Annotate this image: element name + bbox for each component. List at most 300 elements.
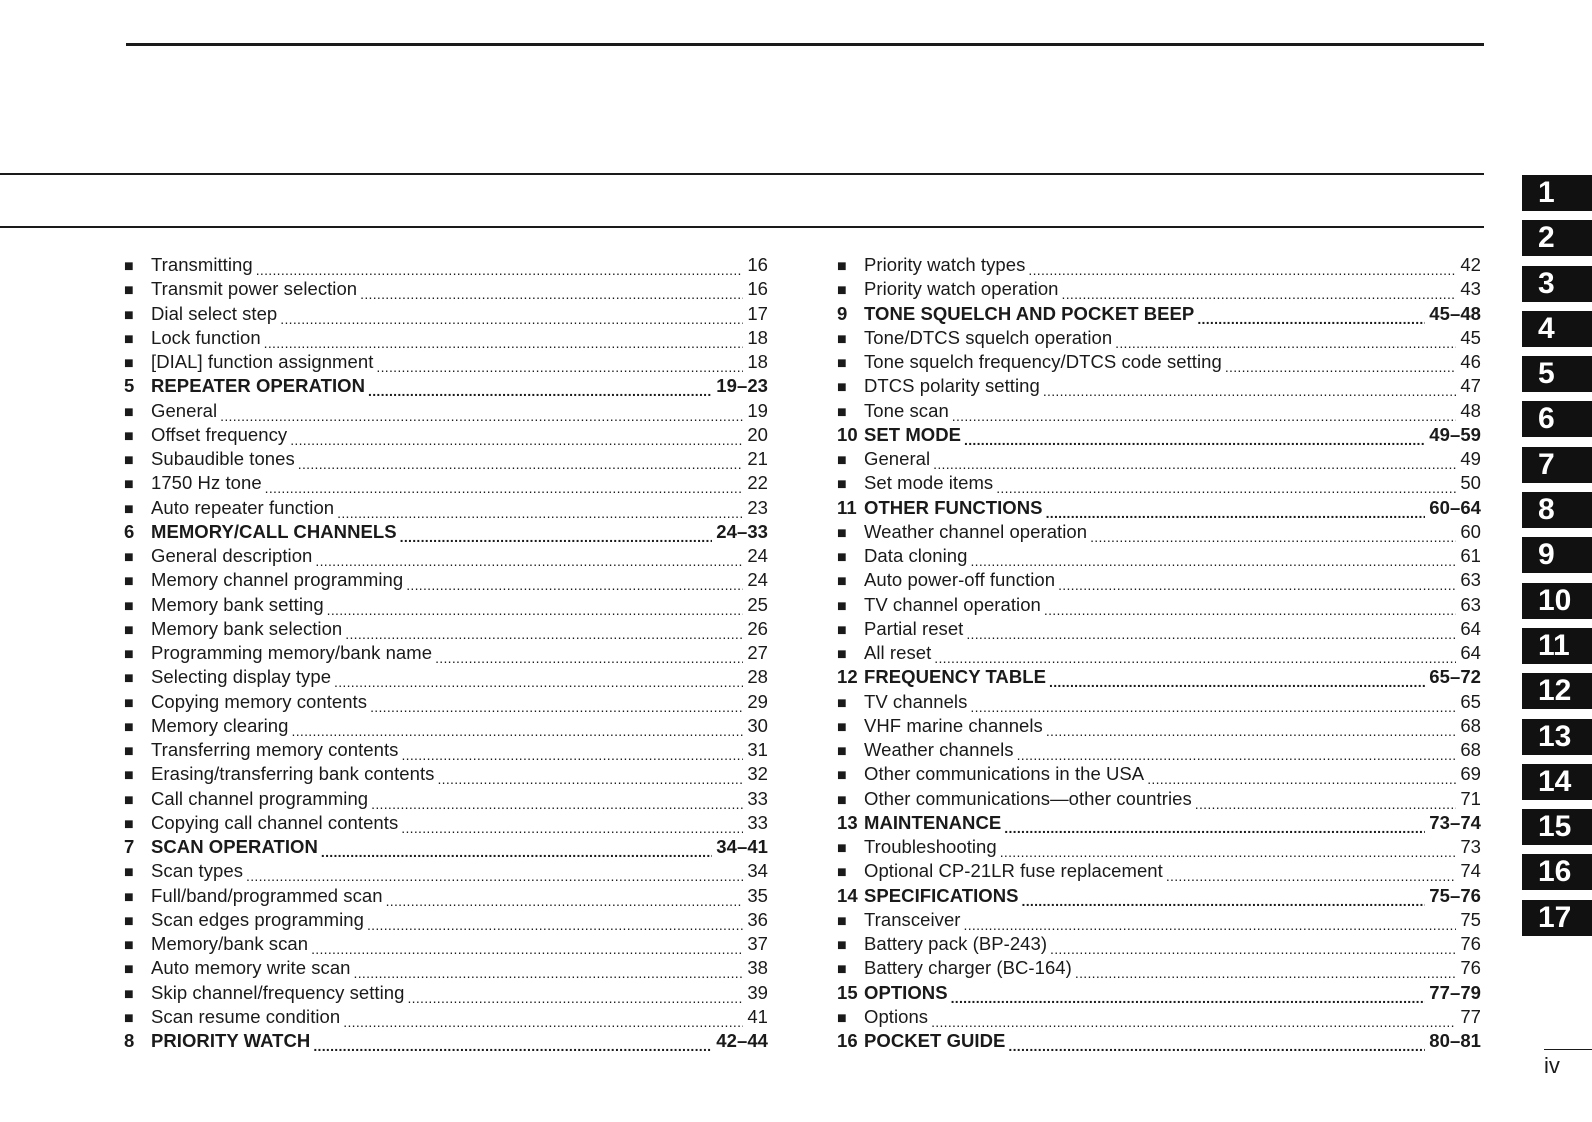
section-title: MEMORY/CALL CHANNELS: [151, 520, 397, 542]
dot-leader: [401, 815, 743, 835]
square-bullet-icon: ■: [837, 961, 847, 979]
section-number: 7: [124, 836, 135, 857]
dot-leader: [437, 766, 743, 786]
toc-item[interactable]: [837, 835, 1481, 859]
dot-leader: [337, 500, 743, 520]
square-bullet-icon: ■: [837, 282, 847, 300]
page-reference: 68: [1460, 739, 1481, 760]
page-reference: 38: [747, 957, 768, 979]
page-reference: 77: [1460, 1005, 1481, 1027]
toc-item[interactable]: [837, 859, 1481, 883]
item-title: Priority watch operation: [864, 278, 1059, 300]
square-bullet-icon: ■: [837, 840, 847, 857]
square-bullet-icon: ■: [124, 961, 134, 979]
item-title: Auto repeater function: [151, 496, 335, 518]
square-bullet-icon: ■: [837, 767, 847, 785]
dot-leader: [370, 694, 743, 714]
toc-item[interactable]: [837, 762, 1481, 786]
toc-item[interactable]: [124, 302, 768, 326]
item-title: Skip channel/frequency setting: [151, 981, 405, 1003]
page-reference: 30: [747, 714, 768, 736]
toc-section[interactable]: [837, 811, 1481, 835]
chapter-tab[interactable]: 15: [1522, 809, 1592, 845]
item-title: Erasing/transferring bank contents: [151, 763, 435, 785]
item-title: Transceiver: [864, 908, 961, 930]
dot-leader: [1147, 766, 1456, 786]
dot-leader: [435, 645, 743, 665]
item-title: General: [151, 399, 218, 421]
toc-item[interactable]: [124, 665, 768, 689]
page-reference: 18: [747, 351, 768, 372]
page-reference: 64: [1460, 617, 1481, 639]
item-title: General description: [151, 545, 313, 566]
item-title: Auto power-off function: [864, 569, 1056, 591]
dot-leader: [970, 694, 1456, 714]
square-bullet-icon: ■: [124, 646, 134, 663]
page-reference: 22: [747, 472, 768, 494]
item-title: Tone/DTCS squelch operation: [864, 326, 1113, 348]
dot-leader: [1046, 718, 1456, 738]
dot-leader: [256, 257, 744, 277]
page-reference: 24–33: [716, 520, 768, 542]
toc-item[interactable]: [124, 690, 768, 714]
toc-item[interactable]: [837, 374, 1481, 398]
square-bullet-icon: ■: [837, 864, 847, 882]
toc-item[interactable]: [837, 593, 1481, 617]
toc-item[interactable]: [124, 1005, 768, 1029]
item-title: Call channel programming: [151, 787, 369, 809]
page-reference: 35: [747, 884, 768, 906]
page-reference: 80–81: [1429, 1030, 1481, 1051]
square-bullet-icon: ■: [837, 355, 847, 372]
square-bullet-icon: ■: [124, 670, 134, 688]
square-bullet-icon: ■: [837, 621, 847, 639]
square-bullet-icon: ■: [124, 888, 134, 906]
toc-item[interactable]: [837, 908, 1481, 932]
dot-leader: [246, 863, 743, 883]
page-reference: 47: [1460, 375, 1481, 397]
square-bullet-icon: ■: [837, 646, 847, 663]
dot-leader: [334, 669, 743, 689]
square-bullet-icon: ■: [124, 597, 134, 615]
toc-item[interactable]: [837, 399, 1481, 423]
dot-leader: [1004, 815, 1425, 835]
square-bullet-icon: ■: [837, 743, 847, 760]
toc-section[interactable]: [837, 884, 1481, 908]
toc-item[interactable]: [124, 544, 768, 568]
section-number: 15: [837, 981, 858, 1003]
toc-section[interactable]: [837, 496, 1481, 520]
dot-leader: [1022, 888, 1426, 908]
page-reference: 77–79: [1429, 981, 1481, 1003]
toc-item[interactable]: [124, 981, 768, 1005]
toc-section[interactable]: [837, 423, 1481, 447]
dot-leader: [931, 1009, 1456, 1029]
item-title: Full/band/programmed scan: [151, 884, 383, 906]
page-reference: 26: [747, 617, 768, 639]
item-title: Battery pack (BP-243): [864, 933, 1048, 954]
toc-item[interactable]: [124, 326, 768, 350]
toc-item[interactable]: [124, 568, 768, 592]
toc-item[interactable]: [124, 787, 768, 811]
section-number: 11: [837, 496, 857, 518]
toc-item[interactable]: [124, 714, 768, 738]
dot-leader: [406, 572, 743, 592]
toc-section[interactable]: [124, 520, 768, 544]
dot-leader: [952, 403, 1457, 423]
dot-leader: [1062, 281, 1457, 301]
dot-leader: [298, 451, 744, 471]
page-reference: 24: [747, 545, 768, 566]
square-bullet-icon: ■: [124, 573, 134, 591]
dot-leader: [400, 524, 713, 544]
page-reference: 60: [1460, 520, 1481, 542]
page-reference: 65–72: [1429, 666, 1481, 688]
chapter-tab[interactable]: 9: [1522, 537, 1592, 573]
page-reference: 49–59: [1429, 423, 1481, 445]
toc-item[interactable]: [124, 471, 768, 495]
dot-leader: [407, 985, 743, 1005]
chapter-tab[interactable]: 4: [1522, 311, 1592, 347]
square-bullet-icon: ■: [124, 282, 134, 300]
toc-item[interactable]: [837, 932, 1481, 956]
page-reference: 73–74: [1429, 811, 1481, 833]
dot-leader: [933, 451, 1456, 471]
square-bullet-icon: ■: [124, 694, 134, 712]
dot-leader: [1000, 839, 1457, 859]
page-reference: 42–44: [716, 1030, 768, 1051]
dot-leader: [401, 742, 743, 762]
toc-item[interactable]: [837, 277, 1481, 301]
toc-item[interactable]: [124, 884, 768, 908]
square-bullet-icon: ■: [124, 743, 134, 760]
dot-leader: [354, 960, 744, 980]
page-reference: 32: [747, 763, 768, 785]
page-reference: 75–76: [1429, 884, 1481, 906]
item-title: General: [864, 448, 931, 469]
page-reference: 39: [747, 981, 768, 1003]
square-bullet-icon: ■: [124, 403, 134, 421]
dot-leader: [1115, 330, 1456, 350]
square-bullet-icon: ■: [837, 524, 847, 542]
toc-right-column: [837, 253, 1481, 1053]
page-reference: 63: [1460, 569, 1481, 591]
dot-leader: [1043, 378, 1456, 398]
chapter-tab[interactable]: 16: [1522, 854, 1592, 890]
square-bullet-icon: ■: [124, 476, 134, 494]
dot-leader: [1195, 791, 1457, 811]
square-bullet-icon: ■: [124, 985, 134, 1003]
square-bullet-icon: ■: [124, 500, 134, 518]
page-reference: 34–41: [716, 836, 768, 857]
chapter-tab[interactable]: 7: [1522, 447, 1592, 483]
toc-item[interactable]: [124, 447, 768, 471]
item-title: Scan edges programming: [151, 908, 364, 930]
dot-leader: [360, 281, 743, 301]
section-title: REPEATER OPERATION: [151, 375, 366, 397]
section-title: SET MODE: [864, 423, 962, 445]
toc-item[interactable]: [837, 714, 1481, 738]
toc-item[interactable]: [124, 253, 768, 277]
chapter-tab[interactable]: 17: [1522, 900, 1592, 936]
item-title: Copying call channel contents: [151, 811, 399, 833]
page-reference: 29: [747, 690, 768, 712]
section-title: TONE SQUELCH AND POCKET BEEP: [864, 302, 1195, 324]
toc-item[interactable]: [837, 1005, 1481, 1029]
title-rule-bottom: [0, 226, 1484, 228]
item-title: Options: [864, 1005, 929, 1027]
toc-section[interactable]: [124, 835, 768, 859]
page-reference: 36: [747, 908, 768, 930]
dot-leader: [1049, 669, 1425, 689]
section-title: SCAN OPERATION: [151, 836, 318, 857]
dot-leader: [264, 330, 744, 350]
square-bullet-icon: ■: [837, 718, 847, 736]
toc-item[interactable]: [124, 738, 768, 762]
toc-section[interactable]: [837, 981, 1481, 1005]
dot-leader: [1046, 500, 1426, 520]
page-reference: 71: [1460, 787, 1481, 809]
item-title: Memory/bank scan: [151, 933, 309, 954]
page-reference: 45–48: [1429, 302, 1481, 324]
item-title: Scan types: [151, 860, 244, 882]
toc-item[interactable]: [837, 253, 1481, 277]
square-bullet-icon: ■: [124, 355, 134, 372]
toc-left-column: [124, 253, 768, 1053]
item-title: Transferring memory contents: [151, 739, 399, 760]
page-reference: 42: [1460, 254, 1481, 275]
section-number: 16: [837, 1030, 858, 1051]
square-bullet-icon: ■: [837, 452, 847, 469]
page-reference: 63: [1460, 593, 1481, 615]
dot-leader: [1197, 306, 1425, 326]
dot-leader: [964, 427, 1425, 447]
toc-item[interactable]: [124, 277, 768, 301]
dot-leader: [345, 621, 743, 641]
item-title: Selecting display type: [151, 666, 332, 688]
toc-item[interactable]: [124, 932, 768, 956]
square-bullet-icon: ■: [837, 549, 847, 566]
page-reference: 31: [747, 739, 768, 760]
dot-leader: [343, 1009, 743, 1029]
section-number: 13: [837, 811, 858, 833]
square-bullet-icon: ■: [124, 549, 134, 566]
page-reference: 27: [747, 642, 768, 663]
section-title: PRIORITY WATCH: [151, 1030, 311, 1051]
page-reference: 37: [747, 933, 768, 954]
chapter-tab[interactable]: 2: [1522, 220, 1592, 256]
toc-item[interactable]: [837, 520, 1481, 544]
toc-item[interactable]: [124, 908, 768, 932]
toc-item[interactable]: [837, 447, 1481, 471]
chapter-tab[interactable]: 1: [1522, 175, 1592, 211]
page-reference: 61: [1460, 545, 1481, 566]
page-reference: 24: [747, 569, 768, 591]
page-reference: 23: [747, 496, 768, 518]
section-title: OTHER FUNCTIONS: [864, 496, 1043, 518]
section-title: SPECIFICATIONS: [864, 884, 1019, 906]
dot-leader: [321, 839, 712, 859]
square-bullet-icon: ■: [837, 694, 847, 712]
chapter-tab-strip: [1522, 175, 1592, 945]
toc-item[interactable]: [124, 811, 768, 835]
item-title: Memory bank setting: [151, 593, 324, 615]
page-reference: 28: [747, 666, 768, 688]
section-number: 14: [837, 884, 858, 906]
toc-item[interactable]: [837, 690, 1481, 714]
dot-leader: [951, 985, 1426, 1005]
toc-item[interactable]: [837, 617, 1481, 641]
toc-item[interactable]: [837, 641, 1481, 665]
toc-item[interactable]: [837, 350, 1481, 374]
toc-item[interactable]: [837, 738, 1481, 762]
dot-leader: [313, 1033, 712, 1053]
dot-leader: [265, 475, 744, 495]
item-title: Tone squelch frequency/DTCS code setting: [864, 351, 1222, 372]
dot-leader: [1044, 597, 1456, 617]
square-bullet-icon: ■: [837, 258, 847, 275]
chapter-tab[interactable]: 13: [1522, 719, 1592, 755]
square-bullet-icon: ■: [124, 718, 134, 736]
dot-leader: [1028, 257, 1456, 277]
item-title: Scan resume condition: [151, 1005, 341, 1027]
section-number: 10: [837, 423, 858, 445]
item-title: 1750 Hz tone: [151, 472, 262, 494]
dot-leader: [1058, 572, 1456, 592]
section-title: FREQUENCY TABLE: [864, 666, 1046, 688]
toc-section[interactable]: [124, 1029, 768, 1053]
square-bullet-icon: ■: [124, 306, 134, 324]
chapter-tab[interactable]: 8: [1522, 492, 1592, 528]
toc-item[interactable]: [837, 787, 1481, 811]
title-rule-top: [0, 173, 1484, 175]
toc-item[interactable]: [837, 471, 1481, 495]
square-bullet-icon: ■: [124, 767, 134, 785]
toc-item[interactable]: [124, 496, 768, 520]
square-bullet-icon: ■: [124, 791, 134, 809]
toc-item[interactable]: [124, 956, 768, 980]
toc-section[interactable]: [837, 1029, 1481, 1053]
page-reference: 19–23: [716, 375, 768, 397]
dot-leader: [292, 718, 744, 738]
toc-section[interactable]: [837, 302, 1481, 326]
toc-item[interactable]: [837, 568, 1481, 592]
toc-item[interactable]: [124, 641, 768, 665]
toc-item[interactable]: [124, 593, 768, 617]
toc-item[interactable]: [124, 617, 768, 641]
item-title: Offset frequency: [151, 423, 288, 445]
toc-item[interactable]: [837, 544, 1481, 568]
item-title: Partial reset: [864, 617, 964, 639]
dot-leader: [290, 427, 743, 447]
square-bullet-icon: ■: [837, 791, 847, 809]
item-title: VHF marine channels: [864, 714, 1043, 736]
item-title: Memory channel programming: [151, 569, 404, 591]
footer-rule: [1544, 1049, 1592, 1050]
dot-leader: [327, 597, 744, 617]
page-reference: 60–64: [1429, 496, 1481, 518]
page-reference: 64: [1460, 642, 1481, 663]
item-title: Transmit power selection: [151, 278, 358, 300]
square-bullet-icon: ■: [837, 597, 847, 615]
dot-leader: [964, 912, 1457, 932]
page-reference: 69: [1460, 763, 1481, 785]
toc-section[interactable]: [124, 374, 768, 398]
item-title: [DIAL] function assignment: [151, 351, 374, 372]
chapter-tab[interactable]: 3: [1522, 266, 1592, 302]
dot-leader: [386, 888, 744, 908]
item-title: Programming memory/bank name: [151, 642, 433, 663]
page-reference: 46: [1460, 351, 1481, 372]
page-reference: 65: [1460, 690, 1481, 712]
square-bullet-icon: ■: [124, 912, 134, 930]
chapter-tab[interactable]: 6: [1522, 401, 1592, 437]
item-title: Copying memory contents: [151, 690, 368, 712]
dot-leader: [220, 403, 743, 423]
square-bullet-icon: ■: [124, 258, 134, 275]
chapter-tab[interactable]: 10: [1522, 583, 1592, 619]
page-reference: 16: [747, 254, 768, 275]
square-bullet-icon: ■: [837, 403, 847, 421]
item-title: Lock function: [151, 326, 261, 348]
item-title: Optional CP-21LR fuse replacement: [864, 860, 1163, 882]
toc-item[interactable]: [837, 326, 1481, 350]
page-reference: 76: [1460, 957, 1481, 979]
dot-leader: [367, 912, 743, 932]
section-number: 12: [837, 666, 858, 688]
toc-item[interactable]: [124, 859, 768, 883]
page-reference: 17: [747, 302, 768, 324]
item-title: DTCS polarity setting: [864, 375, 1040, 397]
dot-leader: [970, 548, 1456, 568]
toc-item[interactable]: [837, 956, 1481, 980]
chapter-tab[interactable]: 11: [1522, 628, 1592, 664]
page-reference: 18: [747, 326, 768, 348]
chapter-tab[interactable]: 5: [1522, 356, 1592, 392]
page-reference: 41: [747, 1005, 768, 1027]
toc-section[interactable]: [837, 665, 1481, 689]
toc-item[interactable]: [124, 762, 768, 786]
chapter-tab[interactable]: 14: [1522, 764, 1592, 800]
section-title: POCKET GUIDE: [864, 1030, 1006, 1051]
item-title: Troubleshooting: [864, 836, 997, 857]
square-bullet-icon: ■: [837, 379, 847, 397]
item-title: TV channels: [864, 690, 968, 712]
square-bullet-icon: ■: [124, 815, 134, 833]
page-reference: 76: [1460, 933, 1481, 954]
toc-item[interactable]: [124, 399, 768, 423]
square-bullet-icon: ■: [124, 452, 134, 469]
toc-item[interactable]: [124, 423, 768, 447]
page-reference: 16: [747, 278, 768, 300]
square-bullet-icon: ■: [837, 573, 847, 591]
page-reference: 45: [1460, 326, 1481, 348]
dot-leader: [311, 936, 743, 956]
toc-item[interactable]: [124, 350, 768, 374]
item-title: Other communications in the USA: [864, 763, 1145, 785]
dot-leader: [966, 621, 1456, 641]
section-title: OPTIONS: [864, 981, 948, 1003]
chapter-tab[interactable]: 12: [1522, 673, 1592, 709]
section-title: MAINTENANCE: [864, 811, 1002, 833]
item-title: Set mode items: [864, 472, 994, 494]
item-title: Memory clearing: [151, 714, 289, 736]
square-bullet-icon: ■: [124, 864, 134, 882]
page-reference: 33: [747, 811, 768, 833]
header-rule: [126, 43, 1484, 46]
page-reference: 49: [1460, 448, 1481, 469]
page-reference: 50: [1460, 472, 1481, 494]
